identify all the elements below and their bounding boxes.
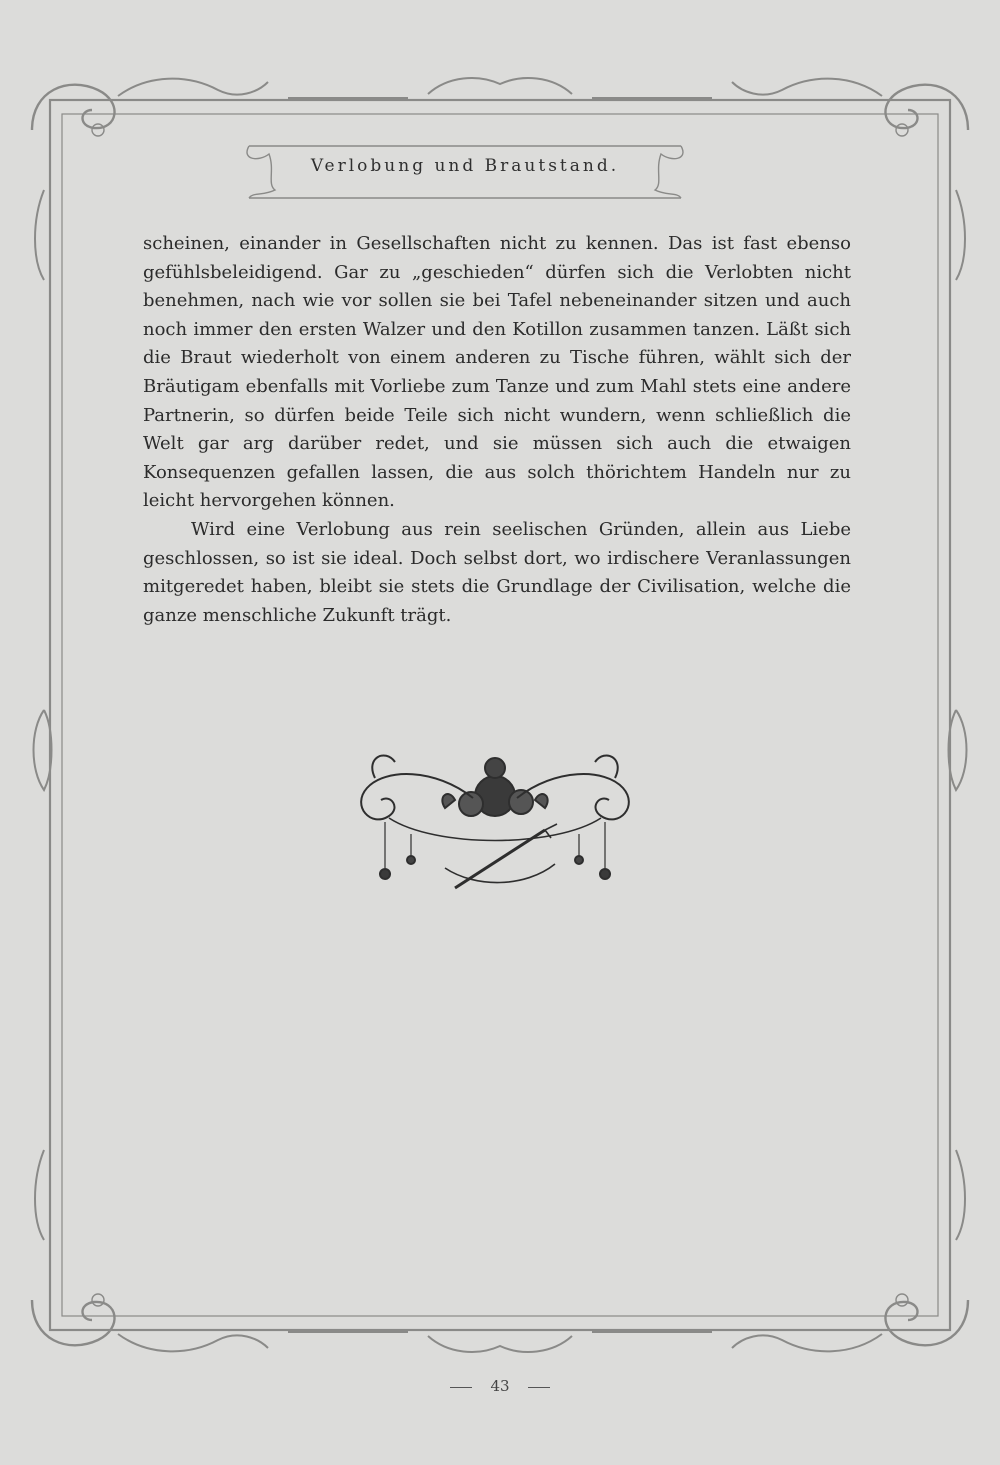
page-number: 43 [490,1377,510,1395]
paragraph-2: Wird eine Verlobung aus rein seelischen Gründen, allein aus Liebe geschlossen, so ist sie ideal. Doch selbst dort, wo irdischere Veranlassungen mitgeredet haben, bleibt sie stets die Grundlage der Civilisation, welche die ganze menschliche Zukunft trägt. [143,518,851,626]
folio-dash-left [450,1387,472,1388]
body-text [143,230,851,630]
page-number-row [0,1377,1000,1395]
running-head-cartouche [245,140,685,202]
floral-vignette-icon [345,738,645,898]
folio-dash-right [528,1387,550,1388]
paragraph-1: scheinen, einander in Gesellschaften nicht zu kennen. Das ist fast ebenso gefühlsbeleidigend. Gar zu „geschieden“ dürfen sich die Verlobten nicht benehmen, nach wie vor sollen sie bei Tafel nebeneinander sitzen und auch noch immer den ersten Walzer und den Kotillon zusammen tanzen. Läßt sich die Braut wiederholt von einem anderen zu Tische führen, wählt sich der Bräutigam ebenfalls mit Vorliebe zum Tanze und zum Mahl stets eine andere Partnerin, so dürfen beide Teile sich nicht wundern, wenn schließlich die Welt gar arg darüber redet, und sie müssen sich auch die etwaigen Konsequenzen gefallen lassen, die aus solch thörichtem Handeln nur zu leicht hervorgehen können. [143,233,851,512]
running-head: Verlobung und Brautstand. [310,156,620,176]
